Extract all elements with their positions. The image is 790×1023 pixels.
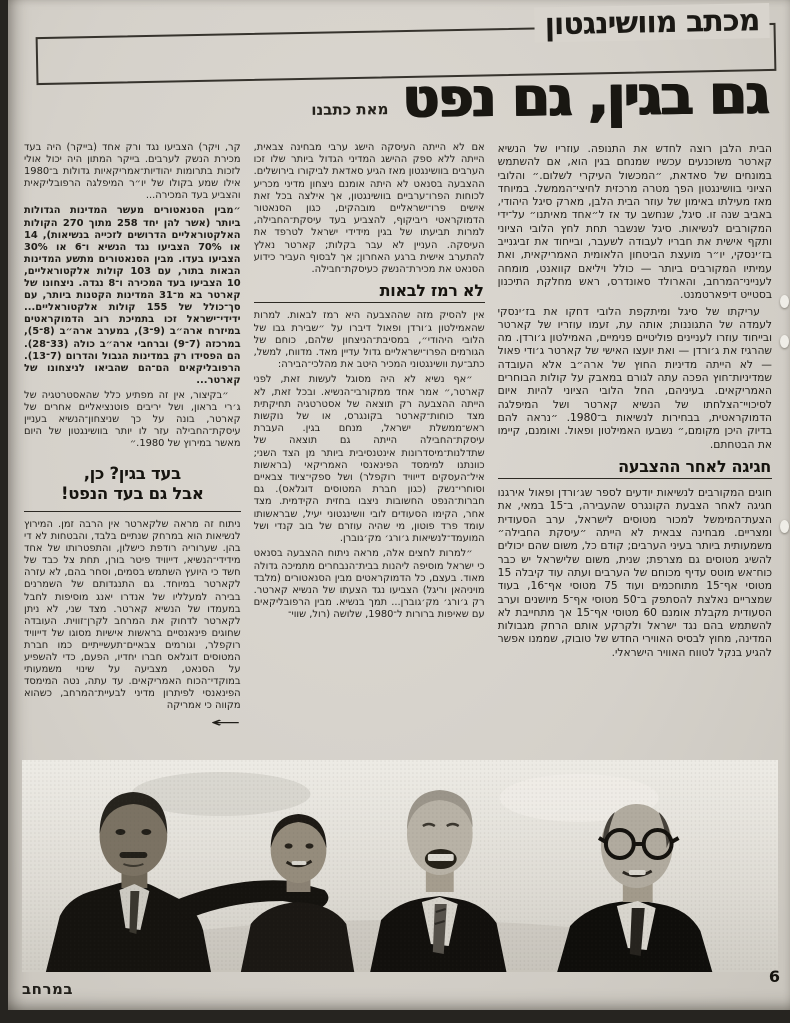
- paragraph: עריקתו של סיגל ומיתקפת הלובי דחקו את בז׳ינסקי לעמדה של התגוננות; אותה עת, זעמו עוזריו של קארטר ובייחוד עוזרו לעניינים פוליטיים פנימיים, האמילטון ג׳ורדן. מה שהרגיז את ג׳ורדן — ואת יועצו האישי של קארטר ג׳ודי פאול — לא הייתה מדיניות החוץ של ארה״ב אלא העובדה שמדיניות־חוץ הפכה עתה לגורם במאבק על קולות הבוחרים האמריקאים. בעיניהם, החל הלובי הציוני להיות איום לסיכויי־הצלחתו של הנשיא קארטר ושל המיפלגה הדמוקראטית, בבחירות לנשיאות ב־1980. ״נראה להם בדיוק היכן מקומם,״ נשבעו האמילטון ופאול. ואומנם, קיימו את הבטחתם.: [497, 304, 772, 451]
- photo-illustration: [22, 760, 778, 972]
- column-right: [498, 142, 772, 754]
- page-title: גם בגין, גם נפט: [401, 62, 769, 130]
- byline: מאת כתבנו: [311, 100, 389, 120]
- footer-brand: במרחב: [22, 980, 73, 998]
- news-photo: [22, 760, 778, 972]
- section-heading-celebration: חגיגה לאחר ההצבעה: [498, 460, 772, 479]
- paragraph: חוגים המקורבים לנשיאות יודעים לספר שג׳ורדן ופאול אירגנו חגיגה לאחר הצבעת הקונגרס שהעבירה, ב־15 במאי, את הצעת־המימשל למכור מטוסים לישראל, ערב הסעודית ומצריים. מבחינה צבאית לא הייתה ״עיסקת החבילה״ משמעותית ביותר בעיני הערבים; קודם כל, משום שהם יכולים להשיג מטוסים גם מצרפת; שנית, משום שלישראל יש כבר כוח־אש מוטס עדיף מכוחם של הערבים ועתה עוד קיבלה 15 מטוסי אף־15 מתוחכמים ועוד 75 מטוסי אף־16, בעוד שמצריים נאלצת להסתפק ב־50 מטוסי אף־5 מיושנים וערב הסעודית מקבלת אומנם 60 מטוסי אף־15 אך מתחייבת לא להשתמש בהם נגד ישראל ולקרקע אותם הרחק מגבולות המדינה, מחוץ לבסיס האווירי החדש של טובוק, שממנו אפשר להגיע בנקל לטווח האוויר הישראלי.: [497, 486, 772, 659]
- paragraph: אין להסיק מזה שההצבעה היא רמז לבאות. למרות שהאמילטון ג׳ורדן ופאול דיברו על ״שבירת גבו של הלובי היהודי״, במסיבת־הניצחון שלהם, כוחם של הגורמים הפרו־ישראליים גדול עדיין מאד. מדווח, למשל, כתב־עת וושינגטוני המכיר היטב את מהלכי־הבירה:: [253, 310, 485, 371]
- paragraph: ניתוח זה מראה שלקארטר אין הרבה זמן. המירוץ לנשיאות הוא במרחק שנתיים בלבד, והבטחות לא די בהן. שערוריה רודפת כישלון, והתפטרותו של אחד מידידי־הנשיא, דייוויד פיטר בורן, תחת צל כבד של חשד כי היועץ השתמש בסמים, וסחר בהם, לא עזרה לקארטר במיוחד. גם התנגדותם של השמרנים בבירה למעלליו של אנדרו יאנג מוסיפות לחבל במעמדו של הנשיא קארטר. מצד שני, לא ניתן לקארטר לדחוק את המרחב לקרן־זווית. העובדה שחוגים פינאנסיים בראשות אישיות מסוגו של דייוויד רוקפלר, וגורמים צבאיים־תעשייתיים כמו חברת המטוסים דוגלאס חברו יחדיו, הפעם, כדי להשפיע על הסנאט, מצביעה על שינוי משמעותי במוקדי־הכוח האמריקאים. עד עתה, נטה המימסד הפינאנסי לפיתרון מדיני לבעיית־המרחב, כשהוא מקווה כי אמריקה: [24, 518, 241, 712]
- rubric-title: מכתב מוושינגטון: [534, 3, 769, 43]
- page-number: 6: [768, 967, 780, 986]
- heading-line: בעד בגין? כן,: [83, 464, 181, 484]
- continuation-arrow-icon: ←: [210, 715, 241, 732]
- article-columns: [24, 142, 772, 754]
- headline-row: [30, 62, 769, 130]
- paragraph: קר, ויקר) הצביעו נגד ורק אחד (בייקר) היה בעד מכירת הנשק לערבים. בייקר המתון היה יכול אולי לזכות בתרומות יהודיות־אמריקאיות גדולות ב־1980 אילו שמע בקולו של יו״ר המיפלגה הרפובליקאית והצביע בעד המכירה...: [24, 142, 241, 202]
- column-left: [24, 142, 241, 754]
- paragraph: ״אף נשיא לא היה מסוגל לעשות זאת, לפני קארטר,״ אמר אחד ממקורבי־הנשיא. ובכל זאת, לא הייתה ההצבעה רק תוצאה של אסטרטגיה תחיקתית מצד כוחות־קארטר בקונגרס, או של נוקשות ראש־ממשלת ישראל, מנחם בגין. העברת עיסקת־החבילה הייתה גם תוצאה של שתדלנות־מיסדרונות אינטנסיבית ביותר מן הצד השני; כוונתנו למימסד הפינאנסי האמריקאי (בראשות איל־העסקים דייוויד רוקפלר) ושל ספקי־ציוד צבאיים וסוחרי־נשק (כגון חברת המטוסים דוגלאס). גם חברות־הנפט החשובות ניצבו בחזית הקידמית. מצד אחר, הקימו הסעודים לובי וושינגטוני יעיל, שבראשותו עומד פרד פוטון, מי שהיה עוזרם של בוב קנדי ושל המועמד־לנשיאות ג׳ורג׳ מק׳גוברן.: [253, 374, 485, 545]
- statistics-quote-block: ״מבין הסנאטורים מעשר המדינות הגדולות ביותר (אשר להן יחד 258 מתוך 270 הקולות האלקטוראליים הדרושים לזכייה בנשיאות), 14 או 70% הצביעו נגד הנשיא ו־6 או 30% הצביעו בעדו. מבין הסנאטורים מתשע המדינות הבאות בתור, עם 103 קולות אלקטוראליים, 10 הצביעו בעד המכירה ו־8 נגדה. ניצחונו של קארטר בא מ־31 המדינות הקטנות ביותר, עם סך־כולל של 155 קולות אלקטוראליים... ידידי־ישראל זכו בתמיכת רוב הדמוקראטים במיזרח ארה״ב (9־3), במערב ארה״ב (8־5), במרכזה (7־9) וברחבי ארה״ב כולה (33־28). הם הפסידו רק במדינות הגבול והדרום (7־13). הרפובליקאים הם־הם שהביאו לניצחונו של קארטר...: [24, 205, 241, 386]
- paragraph: ״למרות לחצים אלה, מראה ניתוח ההצבעה בסנאט כי ישראל מוסיפה ליהנות בבית־הנבחרים מתמיכה גדולה מאוד. בעצם, כל הדמוקראטים מבין הסנאטורים (מלבד מויניהאן וריגל) הצביעו נגד הצעתו של הנשיא קארטר. רק ג׳ורג׳ מק׳גוברן... תמך בנשיא. מבין הרפובליקאים עם שאיפות ברורות ל־1980, שלושה (רול, שווי־: [253, 548, 485, 621]
- column-middle: [254, 142, 485, 754]
- paragraph: אם לא הייתה העיסקה הישג ערבי מבחינה צבאית, הייתה ללא ספק ההישג המדיני הגדול ביותר שלו זכו הערבים בוושינגטון מאז הגיע סאדאת לביקורו בירושלים. ההצבעה בסנאט לא היתה אומנם ניצחון מדיני מכריע לכוחות הפרו־ערביים בוושינגטון, אך אילצה בכל זאת אישים פרו־ישראליים מובהקים, כגון הסנאטור הדמוקראטי ריביקוף, להצביע בעד עיסקת־החבילה, למרות תביעתו של בגין מידידי ישראל לטרפד את העיסקה. העניין לא עבר בקלות; קארטר נאלץ להתערב אישית ברגע האחרון; אך לבסוף העביר כידוע הסנאט את מכירת־הנשק כעיסקת־חבילה.: [253, 142, 485, 276]
- binder-hole: [780, 295, 789, 308]
- paragraph: ״בקיצור, אין זה מפתיע כלל שהאסטרטגיה של ג׳רי בראון, ושל יריבים פוטנציאליים אחרים של קארטר, בונה על כך שניצחון־הנשיא בעניין עיסקת־החבילה עזר לו יותר בוושינגטון של היום מאשר במירוץ של 1980.״: [24, 389, 241, 450]
- section-heading-begin-oil: [24, 464, 241, 512]
- binder-hole: [780, 520, 789, 533]
- paragraph: הבית הלבן רוצה לחדש את התנופה. עוזריו של הנשיא קארטר משוכנעים עכשיו שמנחם בגין הוא, אם להשתמש במונחים של סאדאת, ״המכשול העיקרי לשלום.״ והלובי הציוני בוושינגטון הפך מטרה מרכזית לחיצי־הממשל. במיוחד מאז מעילתו באימון של עוזר הבית הלבן, מארק סיגל היהודי, באביב שנה זו. סיגל, שנחשב עד אז ל״אחד מאיתנו״ על־ידי המקורבים לנשיאות. סיגל שנשבר תחת לחץ הלובי הציוני ותקף אישית את חבריו לעבודה לשעבר, ובייחוד את זביגנייב בז׳ינסקי, יו״ר מועצת הביטחון הלאומית האמריקאית, ואת עמיתיו המקורבים ביותר — כולל ויליאם קוואנט, מומחה לענייני־המרחב, והארולד סאונדרס, ראש מחלקת התיכנון בסטייט דיפארטמנט.: [497, 142, 772, 302]
- heading-line: אבל גם בעד הנפט!: [61, 484, 204, 504]
- binder-hole: [780, 335, 789, 348]
- paper-background: [8, 0, 790, 1010]
- section-heading-no-hint: לא רמז לבאות: [254, 285, 485, 303]
